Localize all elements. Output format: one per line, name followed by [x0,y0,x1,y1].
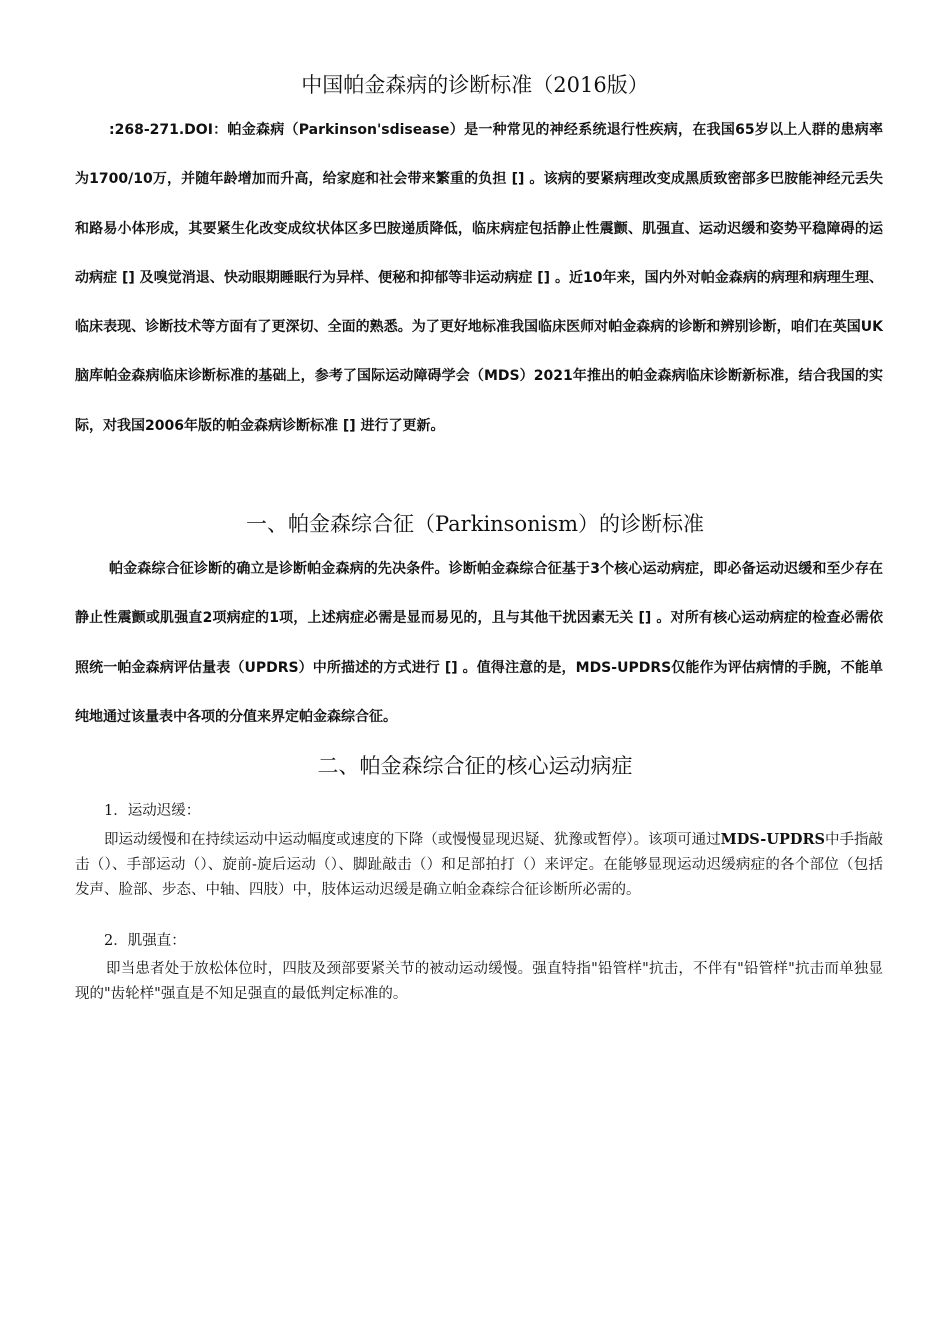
item-1-body-end: 中手指敲击（）、手部运动（）、旋前-旋后运动（）、脚趾敲击（）和足部拍打（）来评定。在能够显现运动迟缓病症的各个部位（包括发声、脸部、步态、中轴、四肢）中，肢体运动迟缓是确立帕金森综合征诊断所必需的。 [75,832,884,898]
section-1-heading: 一、帕金森综合征（Parkinsonism）的诊断标准 [245,512,705,536]
document-title: 中国帕金森病的诊断标准（2016版） [301,73,649,97]
item-1-label: 1．运动迟缓： [104,803,201,819]
item-2-label: 2．肌强直： [104,933,186,949]
item-1-body-start: 即运动缓慢和在持续运动中运动幅度或速度的下降（或慢慢显现迟疑、犹豫或暂停）。该项可通过 [104,832,721,848]
item-2-body: 即当患者处于放松体位时，四肢及颈部要紧关节的被动运动缓慢。强直特指"铅管样"抗击，不伴有"铅管样"抗击而单独显现的"齿轮样"强直是不知足强直的最低判定标准的。 [75,961,883,1002]
section-1-paragraph: 帕金森综合征诊断的确立是诊断帕金森病的先决条件。诊断帕金森综合征基于3个核心运动病症，即必备运动迟缓和至少存在静止性震颤或肌强直2项病症的1项，上述病症必需是显而易见的，且与其他干扰因素无关 [] 。对所有核心运动病症的检查必需依照统一帕金森病评估量表（UPDRS）中所描述的方式进行 [] 。值得注意的是，MDS-UPDRS仅能作为评估病情的手腕，不能单纯地通过该量表中各项的分值来界定帕金森综合征。 [75,561,883,725]
section-2-heading: 二、帕金森综合征的核心运动病症 [317,754,633,778]
intro-paragraph: :268-271.DOI：帕金森病（Parkinson'sdisease）是一种常见的神经系统退行性疾病，在我国65岁以上人群的患病率为1700/10万，并随年龄增加而升高，给家庭和社会带来繁重的负担 [] 。该病的要紧病理改变成黑质致密部多巴胺能神经元丢失和路易小体形成，其要紧生化改变成纹状体区多巴胺递质降低，临床病症包括静止性震颤、肌强直、运动迟缓和姿势平稳障碍的运动病症 [] 及嗅觉消退、快动眼期睡眠行为异样、便秘和抑郁等非运动病症 [] 。近10年来，国内外对帕金森病的病理和病理生理、临床表现、诊断技术等方面有了更深切、全面的熟悉。为了更好地标准我国临床医师对帕金森病的诊断和辨别诊断，咱们在英国UK脑库帕金森病临床诊断标准的基础上，参考了国际运动障碍学会（MDS）2021年推出的帕金森病临床诊断新标准，结合我国的实际，对我国2006年版的帕金森病诊断标准 [] 进行了更新。 [75,122,883,434]
item-1-body [75,827,883,903]
mds-updrs-term: MDS-UPDRS [720,831,825,848]
